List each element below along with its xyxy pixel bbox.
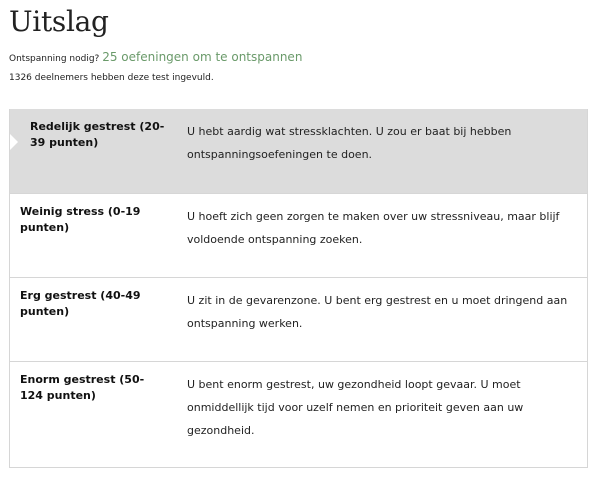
result-description: U hoeft zich geen zorgen te maken over uw stressniveau, maar blijf voldoende ontspanning zoeken. [187,210,560,246]
result-label: Erg gestrest (40-49 punten) [20,289,141,318]
result-description: U bent enorm gestrest, uw gezondheid loopt gevaar. U moet onmiddellijk tijd voor uzelf nemen en prioriteit geven aan uw gezondheid. [187,378,524,437]
result-row-weinig-stress [10,193,587,277]
result-row-erg-gestrest [10,277,587,361]
relax-line [9,49,302,67]
results-table [9,109,588,468]
result-description: U hebt aardig wat stressklachten. U zou er baat bij hebben ontspanningsoefeningen te doen. [187,125,512,161]
page-title: Uitslag [9,5,109,38]
result-label: Weinig stress (0-19 punten) [20,205,141,234]
result-description: U zit in de gevarenzone. U bent erg gestrest en u moet dringend aan ontspanning werken. [187,294,568,330]
relax-exercises-link[interactable]: 25 oefeningen om te ontspannen [102,50,303,64]
result-row-redelijk-gestrest [10,109,587,193]
participants-count: 1326 deelnemers hebben deze test ingevuld. [9,73,214,83]
result-row-enorm-gestrest [10,361,587,467]
result-label: Enorm gestrest (50-124 punten) [20,373,145,402]
result-label: Redelijk gestrest (20-39 punten) [30,120,165,149]
relax-prefix: Ontspanning nodig? [9,54,100,64]
